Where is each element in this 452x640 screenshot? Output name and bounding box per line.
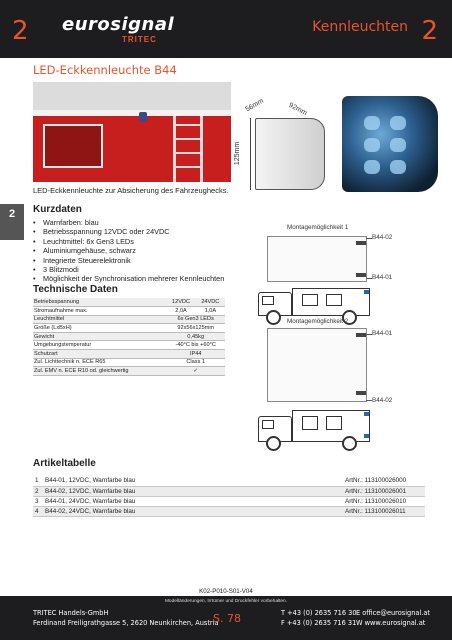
table-row: 4 B44-02, 24VDC, Warnfarbe blau ArtNr.: 113100026011 (33, 506, 425, 516)
dimension-width: 56mm (244, 97, 265, 114)
dimension-height: 125mm (234, 141, 242, 166)
table-row: Gewicht 0,45kg (33, 332, 225, 341)
mounting-1-bottom-code: B44-01 (372, 274, 393, 281)
lamp-product-photo (342, 96, 438, 192)
chapter-number-left: 2 (12, 16, 29, 46)
kurzdaten-list (33, 218, 283, 284)
logo-wordmark: eurosignal (62, 14, 175, 35)
page-header (0, 0, 452, 58)
table-row: Zul. EMV n. ECE R10 od. gleichwertig ✓ (33, 367, 225, 376)
chapter-number-right: 2 (421, 16, 438, 46)
mounting-option-2-box (267, 328, 367, 402)
truck-drawing-2 (258, 410, 378, 450)
company-name: TRITEC Handels-GmbH (33, 609, 109, 617)
mounting-option-1-label: Montagemöglichkeit 1 (287, 224, 349, 231)
list-item: • Integrierte Steuerelektronik (33, 256, 283, 265)
eurosignal-logo (62, 14, 182, 48)
product-title: LED-Eckkennleuchte B44 (33, 63, 177, 77)
email-link[interactable]: E office@eurosignal.at (356, 609, 431, 617)
page-footer (0, 596, 452, 640)
kurzdaten-heading: Kurzdaten (33, 204, 82, 215)
mounting-2-bottom-code: B44-02 (372, 397, 393, 404)
mounting-2-top-code: B44-01 (372, 330, 393, 337)
list-item: • Möglichkeit der Synchronisation mehrerer Kennleuchten (33, 274, 283, 283)
chapter-side-tab: 2 (0, 204, 24, 240)
lamp-marker-icon (356, 241, 366, 245)
mounting-option-2-label: Montagemöglichkeit 2 (287, 318, 349, 325)
table-row: Stromaufnahme max. 2,0A 1,0A (33, 307, 225, 316)
table-row: 1 B44-01, 12VDC, Warnfarbe blau ArtNr.: 113100026000 (33, 476, 425, 486)
mounting-1-top-code: B44-02 (372, 234, 393, 241)
list-item: • Leuchtmittel: 6x Gen3 LEDs (33, 237, 283, 246)
artikeltabelle-heading: Artikeltabelle (33, 458, 96, 469)
list-item: • Aluminiumgehäuse, schwarz (33, 246, 283, 255)
page-number: S. 78 (213, 612, 241, 625)
disclaimer-note: Modelländerungen, Irrtümer und Druckfehler vorbehalten. (164, 599, 288, 604)
list-item: • 3 Blitzmodi (33, 265, 283, 274)
lamp-outline-drawing (255, 118, 325, 190)
company-address: Ferdinand Freiligrathgasse 5, 2620 Neunkirchen, Austria (33, 619, 219, 627)
artikeltabelle-table (33, 476, 425, 517)
section-title: Kennleuchten (312, 19, 408, 35)
document-code: K02-P010-S01-V04 (199, 588, 253, 595)
table-row: Leuchtmittel 6x Gen3 LEDs (33, 315, 225, 324)
table-row: Schutzart IP44 (33, 350, 225, 359)
image-caption: LED-Eckkennleuchte zur Absicherung des Fahrzeughecks. (33, 186, 229, 195)
list-item: • Warnfarben: blau (33, 218, 283, 227)
lamp-marker-icon (356, 391, 366, 395)
table-row: Betriebsspannung 12VDC 24VDC (33, 298, 225, 307)
mounting-option-1-box (267, 236, 367, 282)
phone-number: T +43 (0) 2635 716 30 (281, 609, 357, 617)
table-row: 2 B44-02, 12VDC, Warnfarbe blau ArtNr.: 113100026001 (33, 486, 425, 496)
website-link[interactable]: W www.eurosignal.at (356, 619, 426, 627)
table-row: Umgebungstemperatur -40°C bis +60°C (33, 341, 225, 350)
logo-subtitle: TRITEC (122, 35, 157, 44)
lamp-marker-icon (356, 273, 366, 277)
technische-daten-table (33, 298, 225, 376)
truck-drawing-1 (258, 288, 378, 322)
vehicle-photo (33, 82, 231, 182)
table-row: Größe (LxBxH) 92x56x125mm (33, 324, 225, 333)
lamp-marker-icon (356, 333, 366, 337)
table-row: Zul. Lichttechnik n. ECE R65 Class 1 (33, 358, 225, 367)
fax-number: F +43 (0) 2635 716 31 (281, 619, 357, 627)
dimension-depth: 92mm (287, 101, 308, 118)
list-item: • Betriebsspannung 12VDC oder 24VDC (33, 227, 283, 236)
mounted-lamp-icon (139, 112, 147, 122)
technische-daten-heading: Technische Daten (33, 284, 118, 295)
table-row: 3 B44-01, 24VDC, Warnfarbe blau ArtNr.: 113100026010 (33, 496, 425, 506)
